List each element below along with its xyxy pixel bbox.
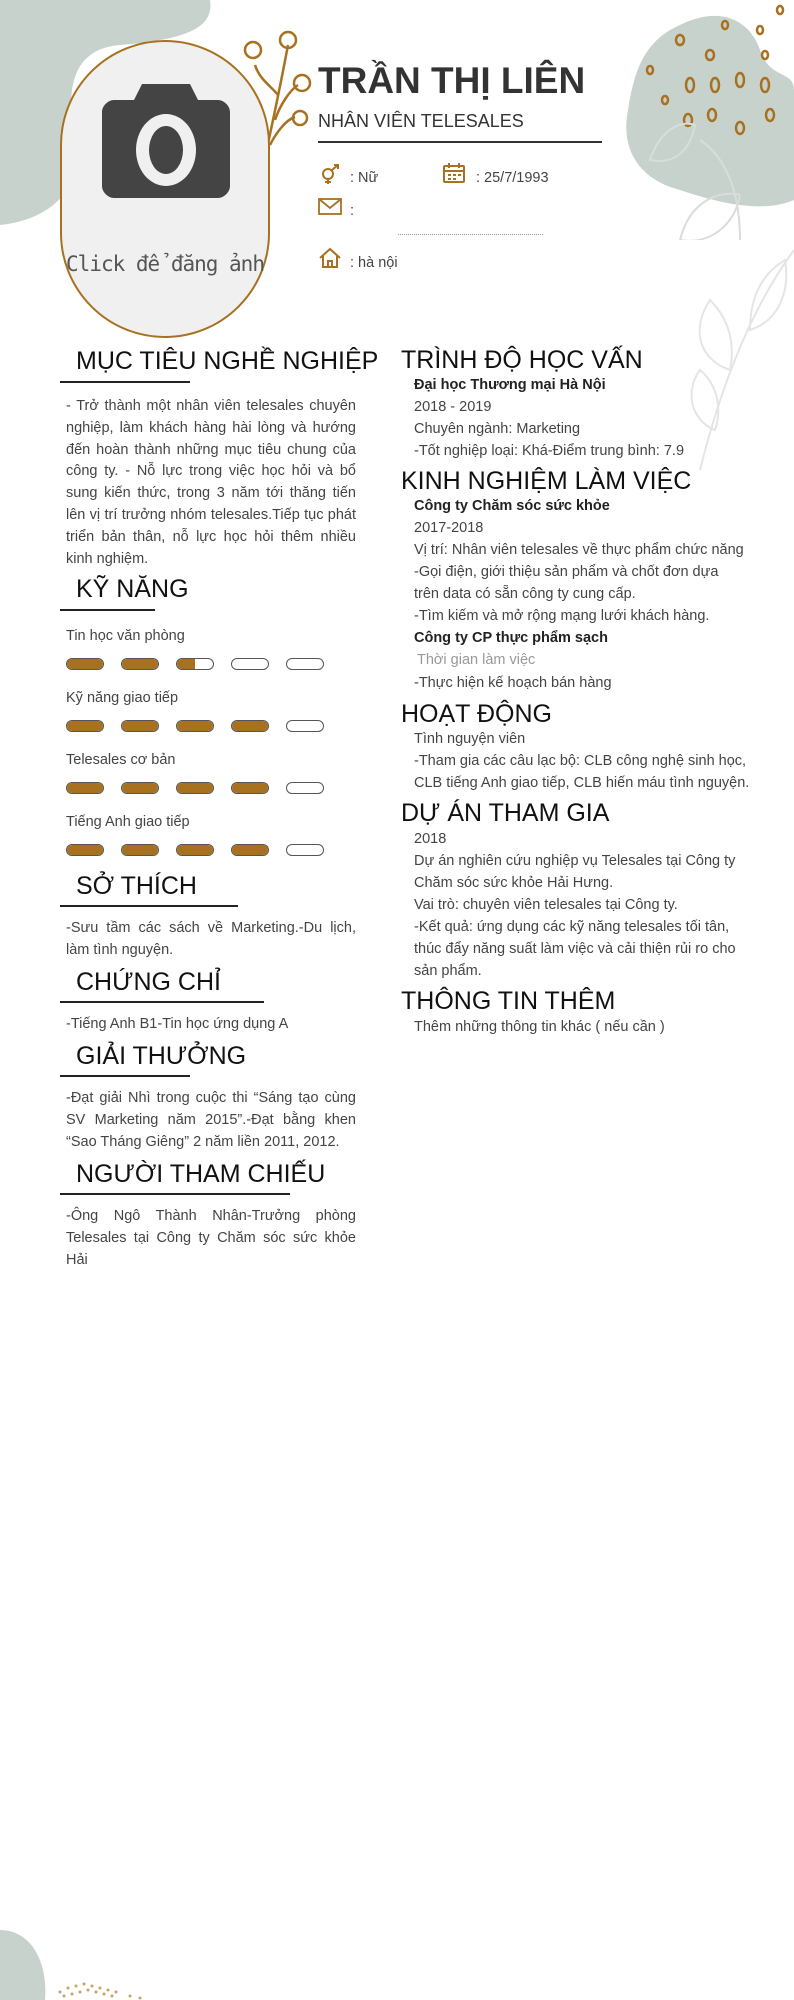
header-divider [318, 141, 602, 143]
skill-rating-pill [121, 782, 159, 794]
education-grade: -Tốt nghiệp loại: Khá-Điểm trung bình: 7.9 [414, 443, 685, 459]
phone-redacted-line [398, 233, 543, 235]
skill-rating-bar [66, 844, 324, 856]
awards-underline [60, 1075, 190, 1077]
skill-rating-pill [176, 844, 214, 856]
awards-title: GIẢI THƯỞNG [76, 1042, 247, 1070]
home-icon [318, 247, 342, 269]
extra-info-title: THÔNG TIN THÊM [401, 987, 616, 1015]
calendar-icon [442, 162, 466, 184]
awards-text: -Đạt giải Nhì trong cuộc thi “Sáng tạo cùng SV Marketing năm 2015”.-Đạt bằng khen “Sao Tháng Giêng” 2 năm liền 2011, 2012. [66, 1090, 356, 1150]
skills-title: KỸ NĂNG [76, 575, 189, 603]
experience-desc-1a: Vị trí: Nhân viên telesales về thực phẩm chức năng [414, 542, 744, 558]
projects-year: 2018 [414, 831, 447, 847]
skill-rating-pill [121, 658, 159, 670]
skill-rating-bar [66, 782, 324, 794]
certificates-underline [60, 1001, 264, 1003]
candidate-name: TRẦN THỊ LIÊN [318, 60, 586, 101]
projects-title: DỰ ÁN THAM GIA [401, 799, 610, 827]
skill-rating-pill [66, 844, 104, 856]
skill-rating-pill [176, 782, 214, 794]
job-title: NHÂN VIÊN TELESALES [318, 111, 524, 131]
skill-rating-pill [66, 658, 104, 670]
skill-rating-pill [66, 720, 104, 732]
email-icon [318, 198, 342, 216]
skill-rating-pill [286, 658, 324, 670]
skill-rating-bar [66, 720, 324, 732]
references-underline [60, 1193, 290, 1195]
activities-role: Tình nguyện viên [414, 731, 526, 747]
skill-label: Kỹ năng giao tiếp [66, 690, 179, 706]
dob-value: : 25/7/1993 [476, 170, 549, 186]
career-objective-underline [60, 381, 190, 383]
projects-desc-3: -Kết quả: ứng dụng các kỹ năng telesales tối tân, thúc đẩy năng suất làm việc và cải thiện rủi ro cho sản phẩm. [414, 919, 736, 979]
email-value: : [350, 203, 355, 219]
projects-desc-1: Dự án nghiên cứu nghiệp vụ Telesales tại Công ty Chăm sóc sức khỏe Hải Hưng. [414, 853, 736, 891]
experience-period-2: Thời gian làm việc [417, 652, 536, 668]
education-title: TRÌNH ĐỘ HỌC VẤN [401, 346, 643, 374]
skill-rating-pill [66, 782, 104, 794]
hobbies-text: -Sưu tầm các sách về Marketing.-Du lịch, làm tình nguyện. [66, 920, 356, 958]
experience-company-1: Công ty Chăm sóc sức khỏe [414, 498, 610, 514]
references-text: -Ông Ngô Thành Nhân-Trưởng phòng Telesales tại Công ty Chăm sóc sức khỏe Hải [66, 1208, 356, 1268]
certificates-title: CHỨNG CHỈ [76, 968, 221, 996]
projects-desc-2: Vai trò: chuyên viên telesales tại Công ty. [414, 897, 678, 913]
skill-label: Telesales cơ bản [66, 752, 176, 768]
skill-rating-pill [176, 720, 214, 732]
experience-desc-2a: -Thực hiện kế hoạch bán hàng [414, 675, 612, 691]
skill-rating-pill [286, 844, 324, 856]
skill-label: Tiếng Anh giao tiếp [66, 814, 190, 830]
skill-rating-pill [231, 844, 269, 856]
skill-rating-pill [286, 782, 324, 794]
camera-icon [102, 84, 230, 198]
education-major: Chuyên ngành: Marketing [414, 421, 581, 437]
skill-label: Tin học văn phòng [66, 628, 185, 644]
skill-rating-pill [231, 782, 269, 794]
skill-rating-pill [121, 720, 159, 732]
certificates-text: -Tiếng Anh B1-Tin học ứng dụng A [66, 1016, 289, 1032]
activities-desc: -Tham gia các câu lạc bộ: CLB công nghệ sinh học, CLB tiếng Anh giao tiếp, CLB hiến máu tình nguyện. [414, 753, 750, 791]
experience-period-1: 2017-2018 [414, 520, 484, 536]
skill-rating-bar [66, 658, 324, 670]
skill-rating-pill [286, 720, 324, 732]
skill-rating-pill [231, 658, 269, 670]
education-years: 2018 - 2019 [414, 399, 492, 415]
education-school: Đại học Thương mại Hà Nội [414, 377, 606, 393]
experience-title: KINH NGHIỆM LÀM VIỆC [401, 467, 692, 495]
hobbies-underline [60, 905, 238, 907]
career-objective-text: - Trở thành một nhân viên telesales chuyên nghiệp, làm khách hàng hài lòng và hướng đến hoàn thành những mục tiêu chung của công ty. - Nỗ lực trong việc học hỏi và bổ sung kiến thức, trong 3 năm tới thăng tiến lên vị trí trưởng nhóm telesales.Tiếp tục phát triển bản thân, nỗ lực học hỏi thêm nhiều kinh nghiệm. [66, 398, 356, 567]
skill-rating-pill [176, 658, 214, 670]
experience-company-2: Công ty CP thực phẩm sạch [414, 630, 608, 646]
skill-rating-pill [231, 720, 269, 732]
career-objective-title: MỤC TIÊU NGHỀ NGHIỆP [76, 347, 379, 375]
activities-title: HOẠT ĐỘNG [401, 700, 552, 728]
address-value: : hà nội [350, 255, 398, 271]
bottom-left-blob-decoration [0, 1920, 160, 2000]
skill-rating-pill [121, 844, 159, 856]
skills-underline [60, 609, 155, 611]
experience-desc-1b: -Gọi điện, giới thiệu sản phẩm và chốt đơn dựa trên data có sẵn công ty cung cấp. [414, 564, 719, 602]
hobbies-title: SỞ THÍCH [76, 872, 197, 900]
references-title: NGƯỜI THAM CHIẾU [76, 1160, 326, 1188]
experience-desc-1c: -Tìm kiếm và mở rộng mạng lưới khách hàng. [414, 608, 710, 624]
photo-upload[interactable] [60, 40, 270, 338]
gender-icon [318, 163, 342, 185]
photo-caption: Click để đăng ảnh [66, 252, 264, 276]
extra-info-text: Thêm những thông tin khác ( nếu cần ) [414, 1019, 665, 1035]
gender-value: : Nữ [350, 170, 379, 186]
